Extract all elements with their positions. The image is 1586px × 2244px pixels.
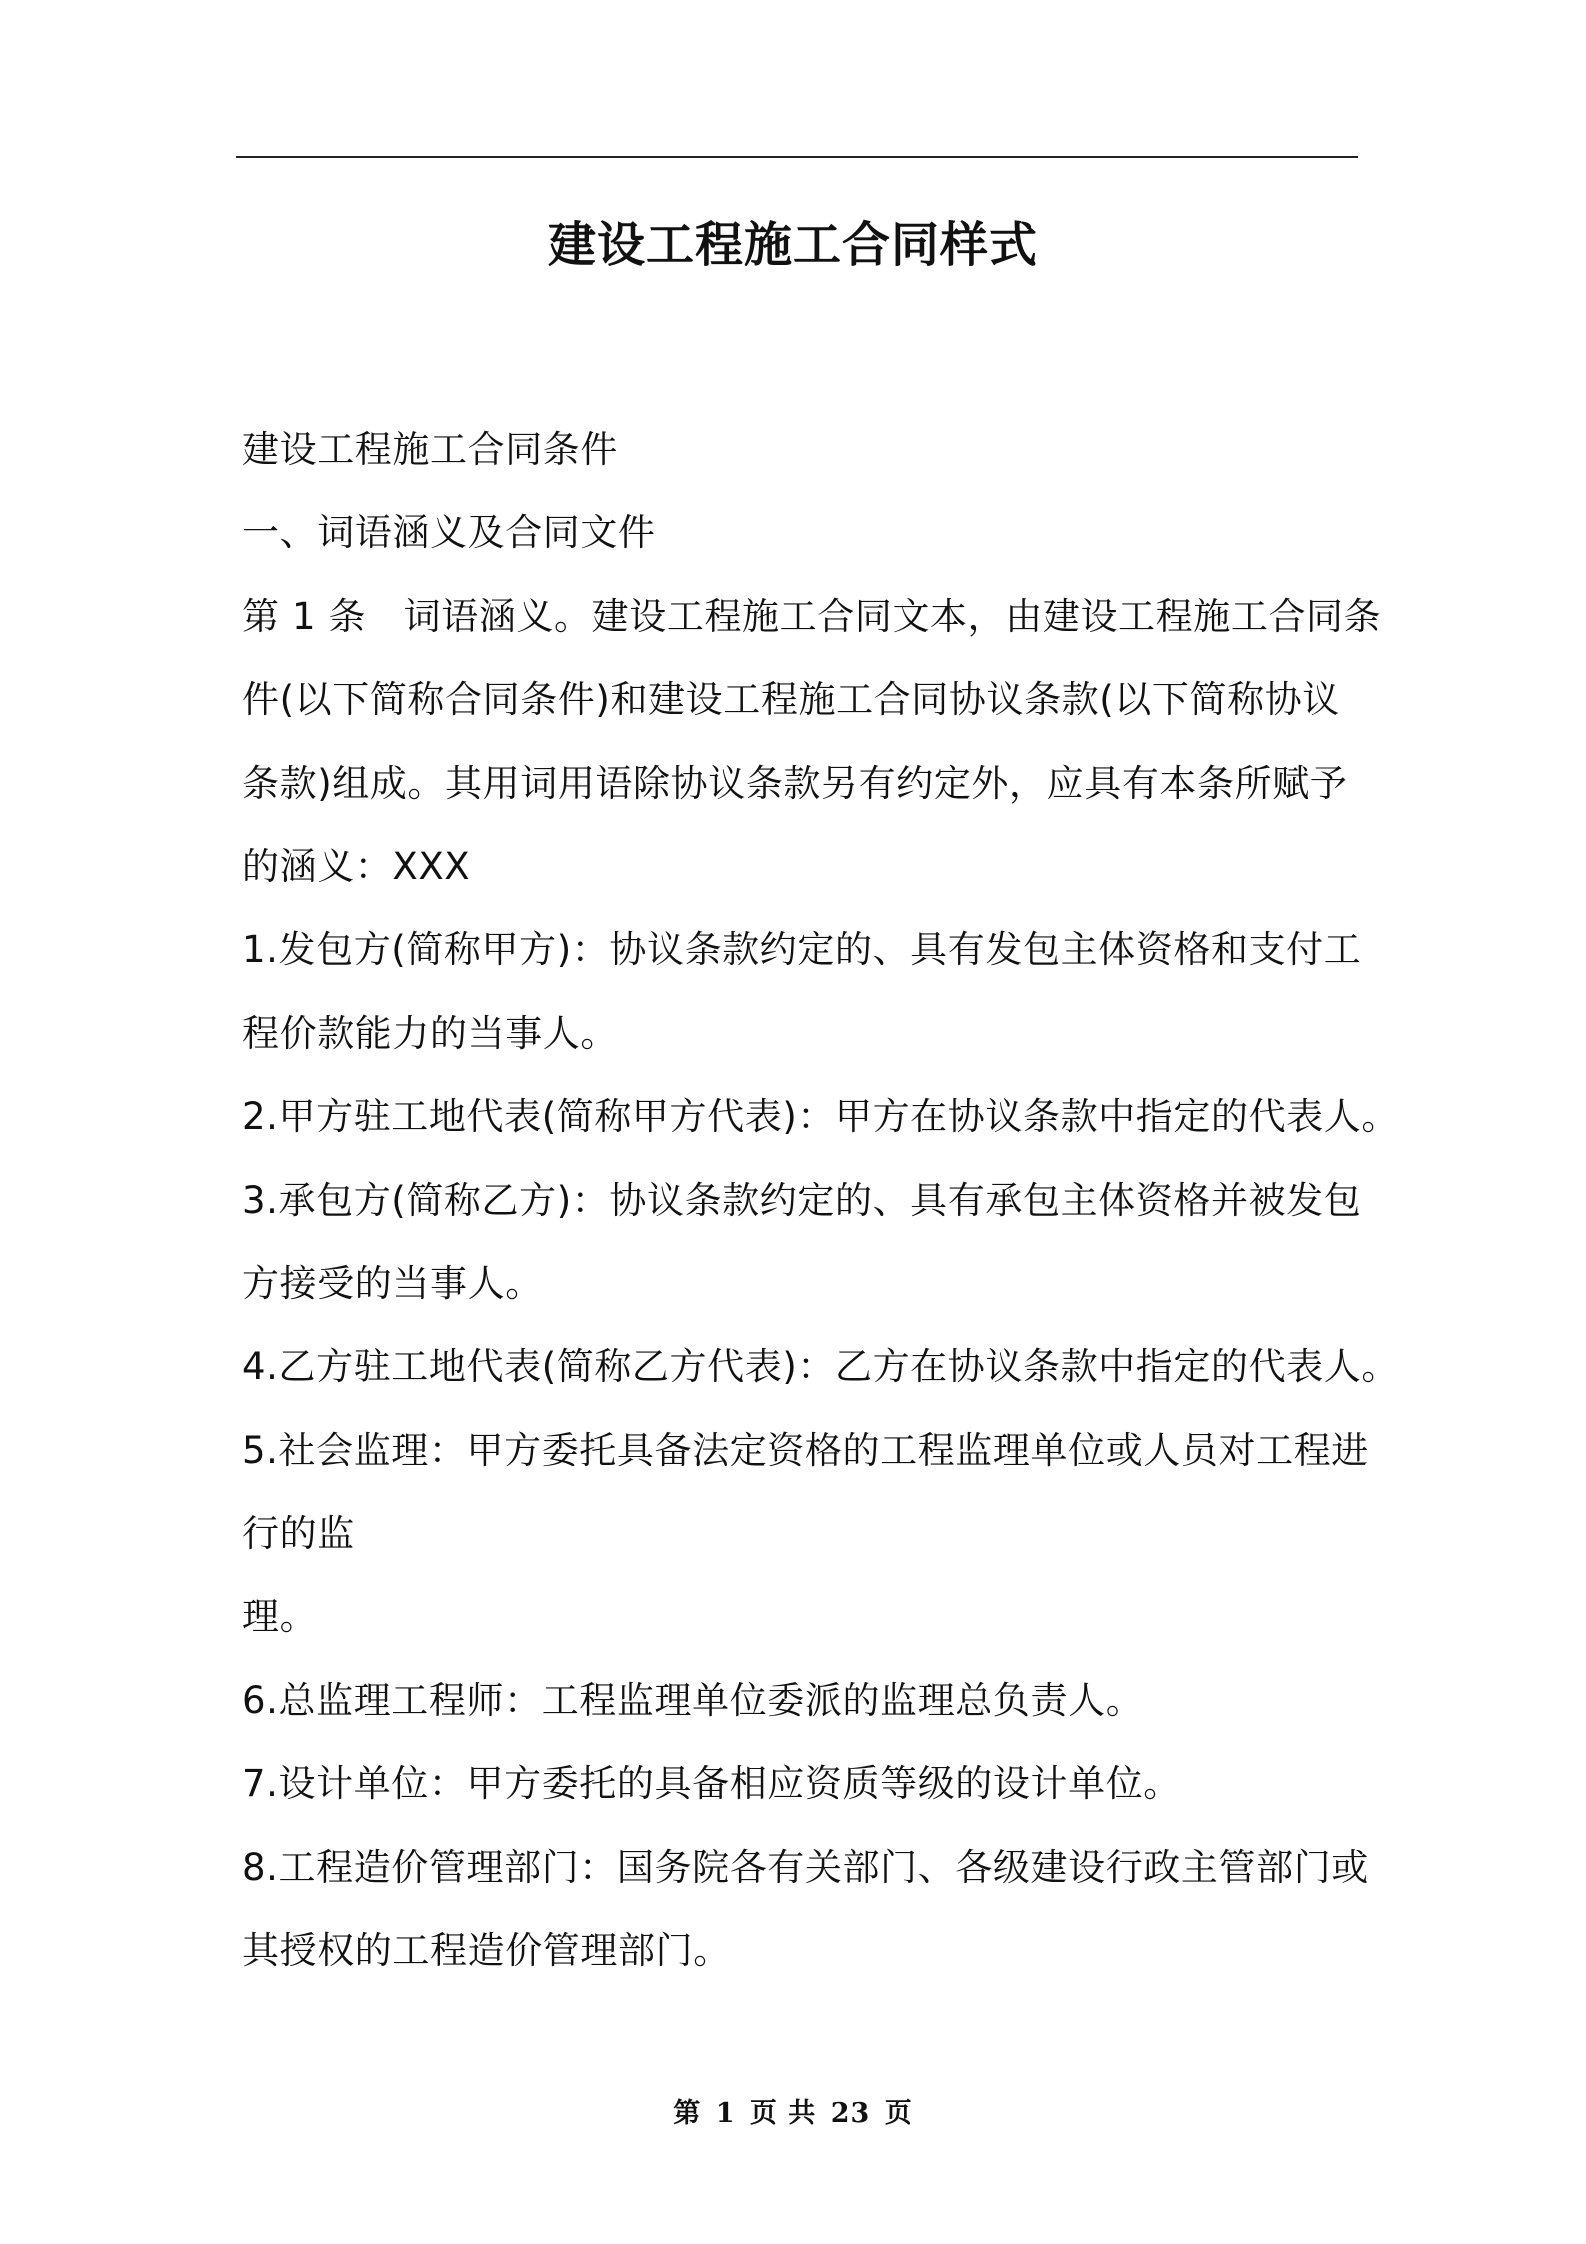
footer-suffix: 页 <box>884 2098 913 2129</box>
body-line: 行的监 <box>242 1512 355 1556</box>
body-line: 3.承包方(简称乙方)：协议条款约定的、具有承包主体资格并被发包 <box>242 1178 1362 1222</box>
body-line: 6.总监理工程师：工程监理单位委派的监理总负责人。 <box>242 1678 1144 1722</box>
document-body <box>242 408 1399 1992</box>
body-line: 1.发包方(简称甲方)：协议条款约定的、具有发包主体资格和支付工 <box>242 928 1362 972</box>
body-line: 其授权的工程造价管理部门。 <box>242 1929 731 1973</box>
body-line: 条款)组成。其用词用语除协议条款另有约定外，应具有本条所赋予 <box>242 761 1348 805</box>
body-line: 8.工程造价管理部门：国务院各有关部门、各级建设行政主管部门或 <box>242 1845 1369 1889</box>
body-line: 方接受的当事人。 <box>242 1261 543 1305</box>
body-line: 程价款能力的当事人。 <box>242 1011 618 1055</box>
body-line: 一、词语涵义及合同文件 <box>242 511 656 555</box>
header-rule <box>236 156 1358 158</box>
body-line: 理。 <box>242 1595 318 1639</box>
body-line: 7.设计单位：甲方委托的具备相应资质等级的设计单位。 <box>242 1762 1181 1806</box>
body-line: 的涵义：XXX <box>242 844 471 888</box>
body-line: 2.甲方驻工地代表(简称甲方代表)：甲方在协议条款中指定的代表人。 <box>242 1095 1399 1139</box>
body-line: 4.乙方驻工地代表(简称乙方代表)：乙方在协议条款中指定的代表人。 <box>242 1345 1399 1389</box>
footer-prefix: 第 <box>673 2098 702 2129</box>
page-number: 1 <box>715 2098 736 2129</box>
document-title: 建设工程施工合同样式 <box>547 217 1038 273</box>
body-line: 5.社会监理：甲方委托具备法定资格的工程监理单位或人员对工程进 <box>242 1428 1369 1472</box>
footer-middle: 页 共 <box>749 2098 817 2129</box>
body-line: 建设工程施工合同条件 <box>242 428 618 471</box>
page-footer <box>0 2094 1586 2134</box>
body-line: 件(以下简称合同条件)和建设工程施工合同协议条款(以下简称协议 <box>242 678 1340 722</box>
body-line: 第 1 条 词语涵义。建设工程施工合同文本，由建设工程施工合同条 <box>242 594 1382 638</box>
page-total: 23 <box>830 2098 871 2129</box>
